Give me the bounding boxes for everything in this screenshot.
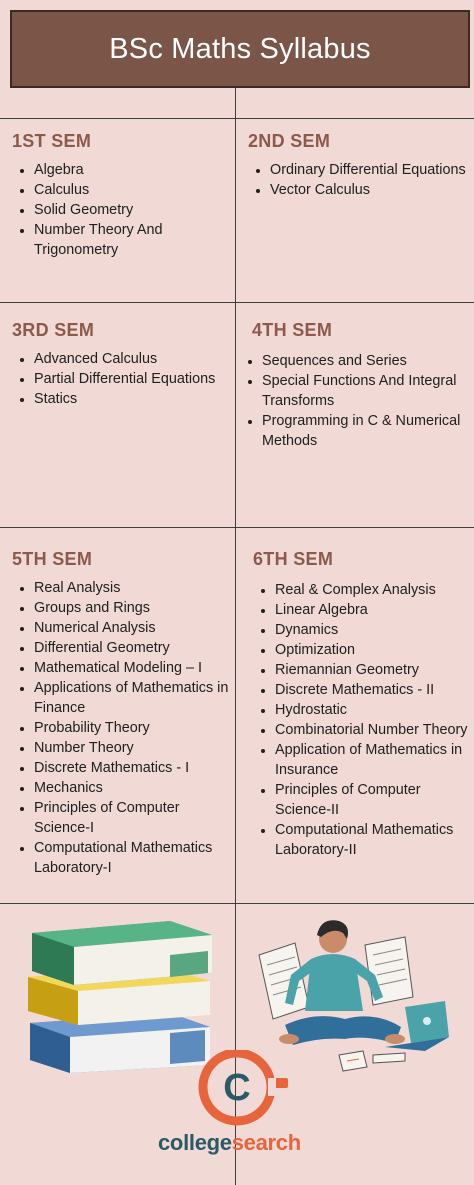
list-item: • Riemannian Geometry xyxy=(275,660,471,680)
list-item: • Application of Mathematics in Insurance xyxy=(275,740,471,780)
list-item: • Groups and Rings xyxy=(34,598,230,618)
list-item: • Dynamics xyxy=(275,620,471,640)
semester-card-4 xyxy=(240,320,468,451)
list-item: • Mechanics xyxy=(34,778,230,798)
list-item: • Discrete Mathematics - II xyxy=(275,680,471,700)
subject-list xyxy=(12,578,230,878)
logo-letter: C xyxy=(223,1067,251,1109)
books-stack-illustration xyxy=(20,915,215,1075)
row-divider xyxy=(0,118,474,119)
semester-title: 5TH SEM xyxy=(12,549,93,569)
subject-list xyxy=(12,160,230,260)
list-item: • Discrete Mathematics - I xyxy=(34,758,230,778)
logo-text-college: college xyxy=(158,1130,232,1155)
row-divider xyxy=(0,302,474,303)
list-item: • Optimization xyxy=(275,640,471,660)
subject-list xyxy=(248,160,472,200)
list-item: • Ordinary Differential Equations xyxy=(270,160,472,180)
semester-title: 6TH SEM xyxy=(253,549,334,569)
list-item: • Number Theory xyxy=(34,738,230,758)
list-item: • Sequences and Series xyxy=(262,351,468,371)
list-item: • Applications of Mathematics in Finance xyxy=(34,678,230,718)
list-item: • Partial Differential Equations xyxy=(34,369,230,389)
list-item: • Vector Calculus xyxy=(270,180,472,200)
semester-title: 4TH SEM xyxy=(252,320,333,340)
subject-list xyxy=(240,351,468,451)
list-item: • Computational Mathematics Laboratory-I xyxy=(34,838,230,878)
semester-card-3 xyxy=(12,320,230,409)
list-item: • Combinatorial Number Theory xyxy=(275,720,471,740)
list-item: • Real Analysis xyxy=(34,578,230,598)
list-item: • Algebra xyxy=(34,160,230,180)
list-item: • Advanced Calculus xyxy=(34,349,230,369)
title-banner xyxy=(10,10,470,88)
list-item: • Number Theory And Trigonometry xyxy=(34,220,230,260)
row-divider xyxy=(0,527,474,528)
list-item: • Principles of Computer Science-I xyxy=(34,798,230,838)
header xyxy=(0,0,474,100)
subject-list xyxy=(253,580,471,860)
semester-card-5 xyxy=(12,549,230,878)
list-item: • Statics xyxy=(34,389,230,409)
logo-wordmark xyxy=(158,1130,318,1158)
list-item: • Probability Theory xyxy=(34,718,230,738)
list-item: • Solid Geometry xyxy=(34,200,230,220)
semester-title: 1ST SEM xyxy=(12,131,92,151)
semester-card-2 xyxy=(248,131,472,200)
subject-list xyxy=(12,349,230,409)
semester-title: 3RD SEM xyxy=(12,320,95,340)
column-divider xyxy=(235,88,236,1185)
collegesearch-logo-icon xyxy=(194,1050,290,1126)
list-item: • Calculus xyxy=(34,180,230,200)
list-item: • Special Functions And Integral Transforms xyxy=(262,371,468,411)
page-title: BSc Maths Syllabus xyxy=(109,32,371,65)
row-divider xyxy=(0,903,474,904)
list-item: • Programming in C & Numerical Methods xyxy=(262,411,468,451)
list-item: • Linear Algebra xyxy=(275,600,471,620)
list-item: • Real & Complex Analysis xyxy=(275,580,471,600)
list-item: • Hydrostatic xyxy=(275,700,471,720)
list-item: • Mathematical Modeling – I xyxy=(34,658,230,678)
list-item: • Numerical Analysis xyxy=(34,618,230,638)
semester-card-6 xyxy=(253,549,471,860)
semester-card-1 xyxy=(12,131,230,260)
list-item: • Computational Mathematics Laboratory-II xyxy=(275,820,471,860)
semester-title: 2ND SEM xyxy=(248,131,331,151)
list-item: • Principles of Computer Science-II xyxy=(275,780,471,820)
list-item: • Differential Geometry xyxy=(34,638,230,658)
logo-text-search: search xyxy=(231,1130,301,1155)
